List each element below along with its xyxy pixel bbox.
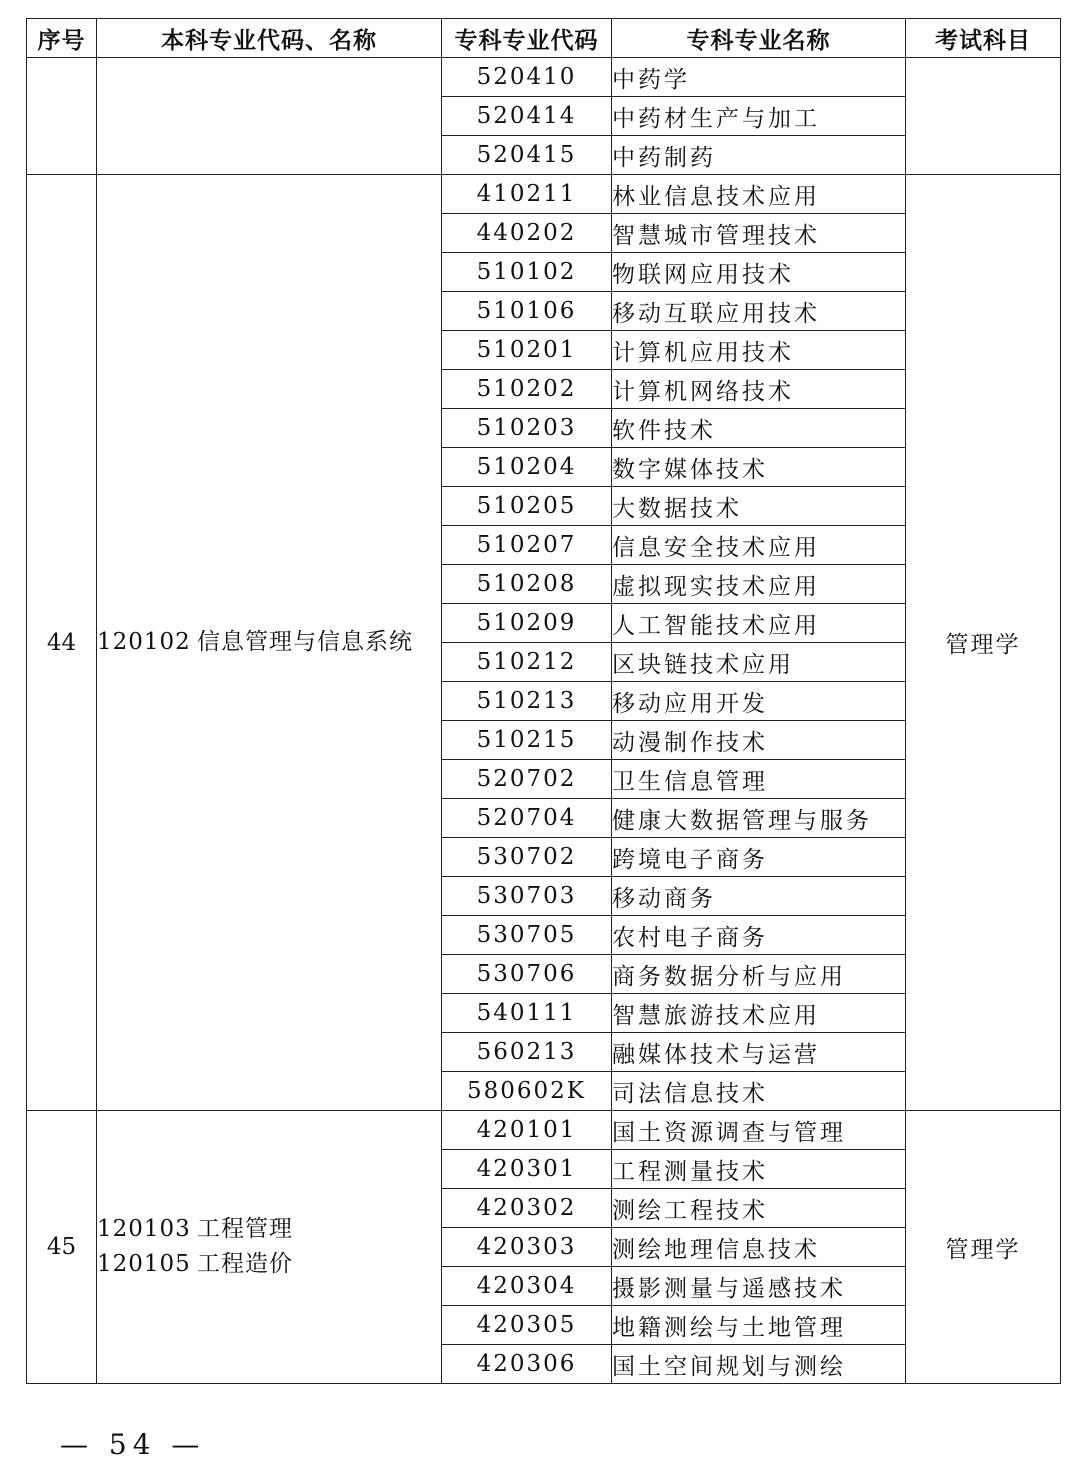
college-code-cell: 420101 xyxy=(442,1111,612,1150)
header-row xyxy=(27,19,1061,58)
college-code-cell: 420301 xyxy=(442,1150,612,1189)
bachelor-major-name: 工程管理 xyxy=(197,1216,293,1242)
exam-subject-cell xyxy=(906,58,1061,175)
college-name-cell: 健康大数据管理与服务 xyxy=(612,799,906,838)
college-code-cell: 510215 xyxy=(442,721,612,760)
header-college-name: 专科专业名称 xyxy=(612,19,906,58)
college-code-cell: 510102 xyxy=(442,253,612,292)
college-name-cell: 移动互联应用技术 xyxy=(612,292,906,331)
college-code-cell: 510205 xyxy=(442,487,612,526)
college-name-cell: 地籍测绘与土地管理 xyxy=(612,1306,906,1345)
college-name-cell: 国土资源调查与管理 xyxy=(612,1111,906,1150)
college-name-cell: 区块链技术应用 xyxy=(612,643,906,682)
college-code-cell: 420303 xyxy=(442,1228,612,1267)
college-name-cell: 国土空间规划与测绘 xyxy=(612,1345,906,1384)
header-bachelor: 本科专业代码、名称 xyxy=(97,19,442,58)
seq-cell: 44 xyxy=(27,175,97,1111)
college-name-cell: 融媒体技术与运营 xyxy=(612,1033,906,1072)
college-code-cell: 520704 xyxy=(442,799,612,838)
college-name-cell: 测绘地理信息技术 xyxy=(612,1228,906,1267)
bachelor-major-cell xyxy=(97,1111,442,1384)
college-code-cell: 510209 xyxy=(442,604,612,643)
exam-subject-cell: 管理学 xyxy=(906,175,1061,1111)
college-name-cell: 移动应用开发 xyxy=(612,682,906,721)
college-name-cell: 司法信息技术 xyxy=(612,1072,906,1111)
college-code-cell: 420306 xyxy=(442,1345,612,1384)
bachelor-major-cell xyxy=(97,58,442,175)
header-subject: 考试科目 xyxy=(906,19,1061,58)
college-code-cell: 540111 xyxy=(442,994,612,1033)
table-row xyxy=(27,1111,1061,1150)
college-code-cell: 530706 xyxy=(442,955,612,994)
college-name-cell: 卫生信息管理 xyxy=(612,760,906,799)
seq-cell xyxy=(27,58,97,175)
college-code-cell: 530705 xyxy=(442,916,612,955)
college-name-cell: 信息安全技术应用 xyxy=(612,526,906,565)
college-name-cell: 移动商务 xyxy=(612,877,906,916)
bachelor-major-name: 信息管理与信息系统 xyxy=(197,629,413,655)
college-name-cell: 农村电子商务 xyxy=(612,916,906,955)
college-name-cell: 测绘工程技术 xyxy=(612,1189,906,1228)
college-code-cell: 510203 xyxy=(442,409,612,448)
college-code-cell: 510106 xyxy=(442,292,612,331)
college-code-cell: 520410 xyxy=(442,58,612,97)
college-code-cell: 510208 xyxy=(442,565,612,604)
college-name-cell: 中药学 xyxy=(612,58,906,97)
college-code-cell: 510213 xyxy=(442,682,612,721)
college-code-cell: 530702 xyxy=(442,838,612,877)
college-code-cell: 510204 xyxy=(442,448,612,487)
bachelor-major-cell xyxy=(97,175,442,1111)
college-name-cell: 工程测量技术 xyxy=(612,1150,906,1189)
bachelor-major-line xyxy=(97,1212,441,1247)
college-code-cell: 440202 xyxy=(442,214,612,253)
college-name-cell: 计算机网络技术 xyxy=(612,370,906,409)
exam-subject-cell: 管理学 xyxy=(906,1111,1061,1384)
college-code-cell: 510212 xyxy=(442,643,612,682)
college-code-cell: 420305 xyxy=(442,1306,612,1345)
college-name-cell: 智慧城市管理技术 xyxy=(612,214,906,253)
college-name-cell: 计算机应用技术 xyxy=(612,331,906,370)
college-name-cell: 林业信息技术应用 xyxy=(612,175,906,214)
college-name-cell: 摄影测量与遥感技术 xyxy=(612,1267,906,1306)
bachelor-major-code: 120105 xyxy=(97,1251,191,1277)
college-name-cell: 动漫制作技术 xyxy=(612,721,906,760)
header-seq: 序号 xyxy=(27,19,97,58)
table-row xyxy=(27,175,1061,214)
college-code-cell: 520415 xyxy=(442,136,612,175)
college-name-cell: 中药材生产与加工 xyxy=(612,97,906,136)
bachelor-major-name: 工程造价 xyxy=(197,1251,293,1277)
college-code-cell: 420304 xyxy=(442,1267,612,1306)
college-name-cell: 智慧旅游技术应用 xyxy=(612,994,906,1033)
college-code-cell: 580602K xyxy=(442,1072,612,1111)
college-code-cell: 420302 xyxy=(442,1189,612,1228)
bachelor-major-code: 120103 xyxy=(97,1216,191,1242)
page-number: — 54 — xyxy=(60,1428,206,1461)
seq-cell: 45 xyxy=(27,1111,97,1384)
college-code-cell: 510202 xyxy=(442,370,612,409)
bachelor-major-line xyxy=(97,625,441,660)
college-code-cell: 520414 xyxy=(442,97,612,136)
college-code-cell: 530703 xyxy=(442,877,612,916)
college-code-cell: 520702 xyxy=(442,760,612,799)
college-name-cell: 数字媒体技术 xyxy=(612,448,906,487)
college-name-cell: 虚拟现实技术应用 xyxy=(612,565,906,604)
college-name-cell: 物联网应用技术 xyxy=(612,253,906,292)
college-code-cell: 510207 xyxy=(442,526,612,565)
college-name-cell: 人工智能技术应用 xyxy=(612,604,906,643)
college-name-cell: 商务数据分析与应用 xyxy=(612,955,906,994)
header-college-code: 专科专业代码 xyxy=(442,19,612,58)
college-code-cell: 510201 xyxy=(442,331,612,370)
table-row xyxy=(27,58,1061,97)
college-code-cell: 410211 xyxy=(442,175,612,214)
bachelor-major-line xyxy=(97,1247,441,1282)
college-name-cell: 大数据技术 xyxy=(612,487,906,526)
college-name-cell: 中药制药 xyxy=(612,136,906,175)
college-code-cell: 560213 xyxy=(442,1033,612,1072)
college-name-cell: 软件技术 xyxy=(612,409,906,448)
bachelor-major-code: 120102 xyxy=(97,629,191,655)
major-table xyxy=(26,18,1061,1384)
college-name-cell: 跨境电子商务 xyxy=(612,838,906,877)
